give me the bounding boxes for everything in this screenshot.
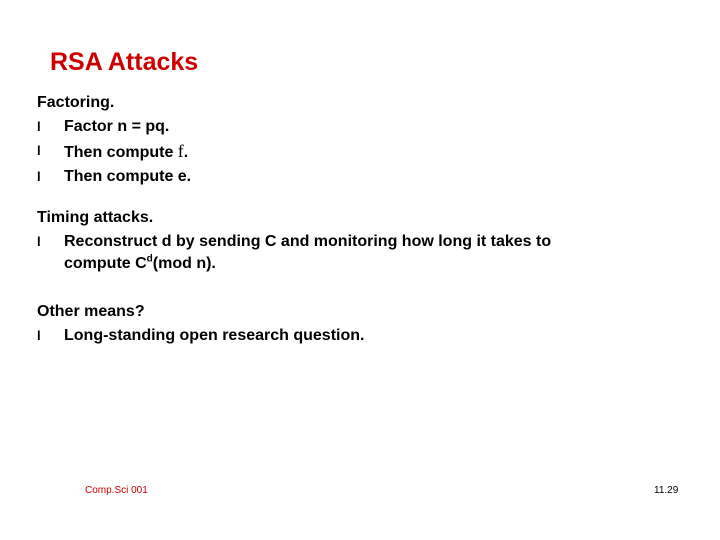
list-item: [37, 115, 191, 139]
bullet-text: [64, 139, 191, 165]
section-heading: Other means?: [37, 303, 145, 320]
bullet-icon: l: [37, 169, 41, 184]
bullet-text-line1: Reconstruct d by sending C and monitoring how long it takes to: [64, 233, 552, 250]
superscript-d: d: [146, 253, 153, 265]
section-factoring: [37, 91, 191, 189]
list-item: [37, 139, 191, 165]
list-item: [37, 324, 364, 348]
bullet-text: Factor n = pq.: [64, 118, 170, 135]
footer-page-number: 11.29: [654, 485, 679, 496]
section-heading: Factoring.: [37, 94, 115, 111]
bullet-text-pre: Then compute: [64, 144, 178, 161]
list-item: [37, 230, 551, 275]
phi-symbol: f: [177, 141, 184, 161]
section-other-means: [37, 300, 364, 348]
bullet-text: Then compute e.: [64, 168, 192, 185]
bullet-text: [64, 230, 551, 275]
bullet-text: Long-standing open research question.: [64, 327, 365, 344]
bullet-icon: l: [37, 143, 41, 158]
bullet-icon: l: [37, 234, 41, 249]
slide-title: RSA Attacks: [50, 48, 199, 76]
list-item: [37, 165, 191, 189]
bullet-icon: l: [37, 119, 41, 134]
section-heading: Timing attacks.: [37, 209, 154, 226]
bullet-text-line2-pre: compute C: [64, 255, 147, 272]
bullet-text-post: .: [183, 144, 189, 161]
section-timing: [37, 206, 551, 275]
bullet-text-line2-post: (mod n).: [152, 255, 216, 272]
bullet-icon: l: [37, 328, 41, 343]
footer-course-label: Comp.Sci 001: [85, 485, 148, 496]
